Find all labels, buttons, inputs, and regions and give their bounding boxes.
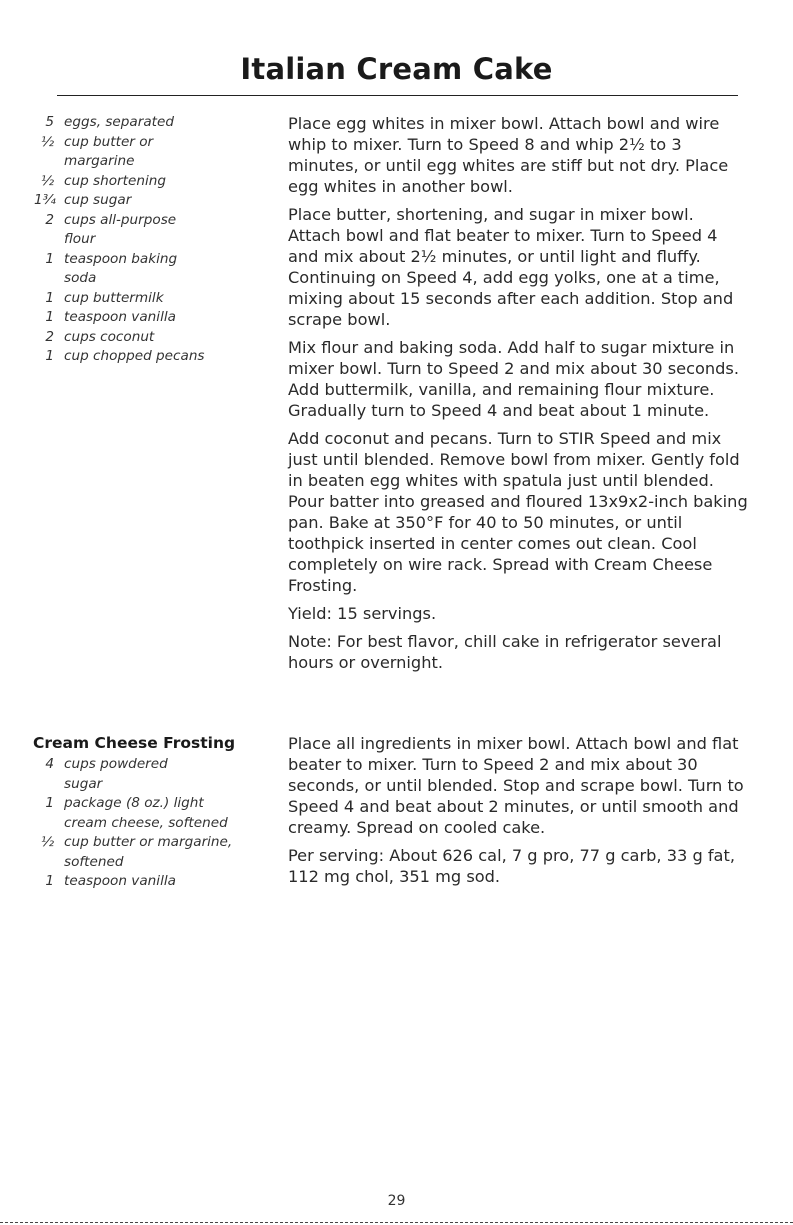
- ingredient-qty: 1: [45, 873, 54, 889]
- ingredient-row: [34, 794, 274, 833]
- ingredient-item: teaspoon vanilla: [64, 309, 176, 325]
- ingredient-row: [34, 250, 274, 289]
- ingredient-item: cup buttermilk: [64, 289, 164, 306]
- ingredient-row: [34, 755, 274, 794]
- ingredient-item: cup shortening: [64, 172, 166, 189]
- ingredient-row: [34, 172, 274, 192]
- ingredient-row: [34, 833, 274, 872]
- nutrition-text: Per serving: About 626 cal, 7 g pro, 77 g carb, 33 g fat, 112 mg chol, 351 mg sod.: [288, 846, 735, 886]
- ingredient-item: cup butter or margarine: [64, 133, 154, 169]
- page-title: Italian Cream Cake: [240, 52, 553, 86]
- ingredient-row: [34, 289, 274, 309]
- cake-directions: [288, 113, 750, 680]
- ingredient-qty: 1: [45, 348, 54, 364]
- ingredient-item: cup chopped pecans: [64, 348, 205, 364]
- ingredient-qty: 5: [45, 114, 54, 130]
- ingredient-item: teaspoon baking soda: [64, 250, 178, 286]
- frosting-ingredient-list: [34, 733, 274, 892]
- ingredient-row: [34, 113, 274, 133]
- ingredient-qty: 1: [45, 795, 54, 811]
- yield-text: Yield: 15 servings.: [288, 604, 437, 623]
- page-number: 29: [387, 1193, 406, 1209]
- cake-ingredient-list: [34, 113, 274, 367]
- ingredient-qty: 1: [45, 250, 54, 267]
- ingredient-row: [34, 191, 274, 211]
- direction-paragraph: Place all ingredients in mixer bowl. Attach bowl and flat beater to mixer. Turn to Speed 2 and mix about 30 seconds, or until blended. Stop and scrape bowl. Turn to Speed 4 and beat about 2 minutes, or until smooth and creamy. Spread on cooled cake.: [288, 734, 744, 837]
- ingredient-row: [34, 328, 274, 348]
- direction-paragraph: Add coconut and pecans. Turn to STIR Speed and mix just until blended. Remove bowl from mixer. Gently fold in beaten egg whites with spatula just until blended. Pour batter into greased and floured 13x9x2-inch baking pan. Bake at 350°F for 40 to 50 minutes, or until toothpick inserted in center comes out clean. Cool completely on wire rack. Spread with Cream Cheese Frosting.: [288, 429, 748, 595]
- ingredient-qty: ½: [40, 834, 54, 850]
- ingredient-row: [34, 872, 274, 892]
- title-divider: [57, 95, 738, 96]
- ingredient-row: [34, 308, 274, 328]
- ingredient-row: [34, 211, 274, 250]
- ingredient-item: cups powdered sugar: [64, 756, 168, 792]
- ingredient-qty: 1¾: [34, 192, 56, 208]
- direction-paragraph: Place butter, shortening, and sugar in mixer bowl. Attach bowl and flat beater to mixer. Turn to Speed 4 and mix about 2½ minutes, or until light and fluffy. Continuing on Speed 4, add egg yolks, one at a time, mixing about 15 seconds after each addition. Stop and scrape bowl.: [288, 205, 734, 329]
- direction-paragraph: Place egg whites in mixer bowl. Attach bowl and wire whip to mixer. Turn to Speed 8 and whip 2½ to 3 minutes, or until egg whites are stiff but not dry. Place egg whites in another bowl.: [288, 114, 729, 196]
- ingredient-item: cup sugar: [64, 192, 132, 208]
- ingredient-row: [34, 347, 274, 367]
- note-text: Note: For best flavor, chill cake in refrigerator several hours or overnight.: [288, 632, 722, 672]
- ingredient-qty: 1: [45, 289, 54, 306]
- frosting-directions: [288, 733, 750, 894]
- ingredient-qty: 4: [45, 756, 54, 772]
- ingredient-item: teaspoon vanilla: [64, 873, 176, 889]
- direction-paragraph: Mix flour and baking soda. Add half to sugar mixture in mixer bowl. Turn to Speed 2 and mix about 30 seconds. Add buttermilk, vanilla, and remaining flour mixture. Gradually turn to Speed 4 and beat about 1 minute.: [288, 338, 740, 420]
- ingredient-item: package (8 oz.) light cream cheese, softened: [64, 795, 228, 831]
- ingredient-item: eggs, separated: [64, 114, 174, 130]
- ingredient-qty: ½: [40, 133, 54, 150]
- ingredient-qty: 2: [45, 211, 54, 228]
- ingredient-qty: ½: [40, 172, 54, 189]
- ingredient-item: cups coconut: [64, 328, 155, 345]
- ingredient-row: [34, 133, 274, 172]
- ingredient-qty: 1: [45, 309, 54, 325]
- ingredient-qty: 2: [45, 328, 54, 345]
- bottom-border: [0, 1222, 793, 1223]
- ingredient-item: cups all-purpose flour: [64, 211, 177, 247]
- frosting-heading: Cream Cheese Frosting: [33, 734, 236, 752]
- ingredient-item: cup butter or margarine, softened: [64, 834, 233, 870]
